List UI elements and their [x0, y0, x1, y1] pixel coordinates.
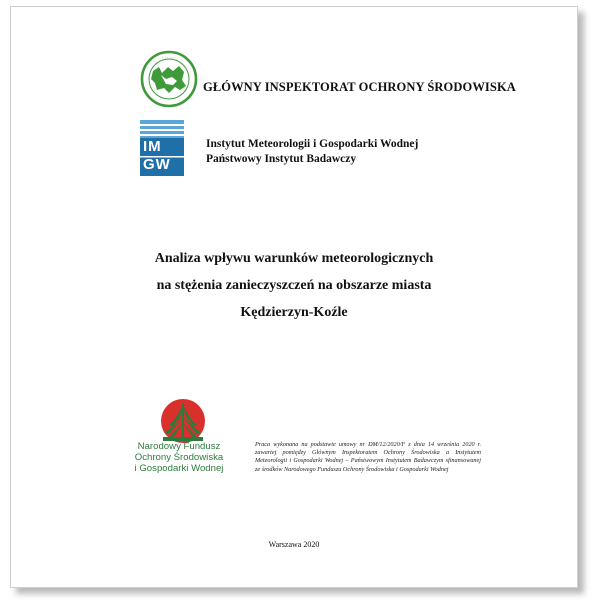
place-date: Warszawa 2020	[268, 540, 320, 549]
imgw-institution-name	[206, 137, 418, 167]
title-line3: Kędzierzyn-Koźle	[240, 305, 348, 320]
nfos-name-line3: i Gospodarki Wodnej	[134, 463, 224, 474]
funding-note: Praca wykonana na podstawie umowy nr DM/12/2020/F z dnia 14 września 2020 r. zawartej pomiędzy Głównym Inspektoratem Ochrony Środowiska a Instytutem Meteorologii i Gospodarki Wodnej – Państwowym Instytutem Badawczym sfinansowanej ze środków Narodowego Funduszu Ochrony Środowiska i Gospodarki Wodnej	[255, 441, 481, 473]
svg-text:· · · · · ·: · · · · · ·	[162, 55, 176, 60]
imgw-logo-text-top: IM	[143, 138, 162, 155]
nfos-name-line1: Narodowy Fundusz	[137, 441, 221, 452]
title-line1: Analiza wpływu warunków meteorologicznych	[154, 251, 434, 266]
nfos-name-line2: Ochrony Środowiska	[134, 452, 224, 463]
gios-institution-name: GŁÓWNY INSPEKTORAT OCHRONY ŚRODOWISKA	[203, 80, 516, 94]
imgw-name-line1: Instytut Meteorologii i Gospodarki Wodnej	[206, 138, 419, 150]
imgw-name-line2: Państwowy Instytut Badawczy	[206, 153, 357, 165]
document-title	[11, 245, 577, 326]
document-page	[10, 6, 578, 588]
gios-logo-icon	[139, 49, 199, 109]
nfos-name	[131, 441, 227, 474]
title-line2: na stężenia zanieczyszczeń na obszarze miasta	[156, 278, 432, 293]
imgw-logo-icon	[140, 120, 192, 182]
imgw-logo-text-bottom: GW	[143, 156, 171, 173]
